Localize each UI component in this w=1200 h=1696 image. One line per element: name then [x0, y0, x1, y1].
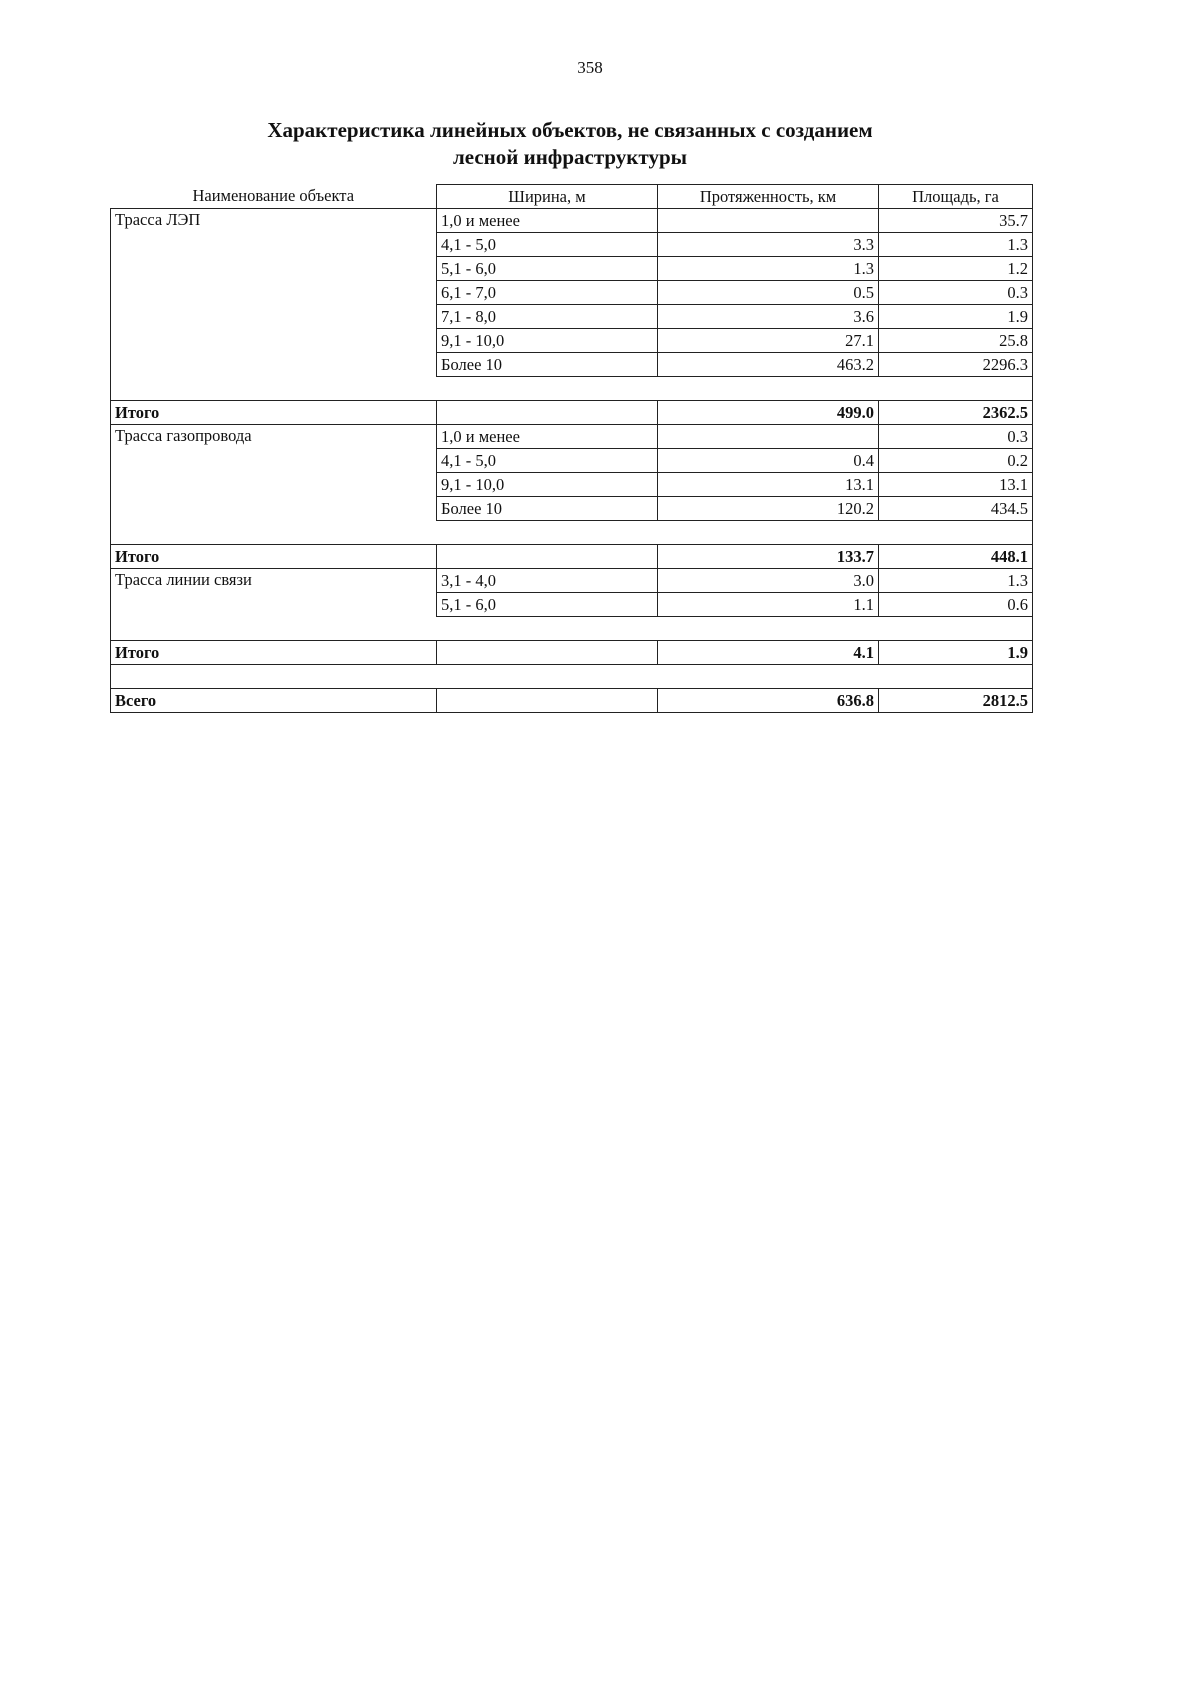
area-cell: 2296.3	[879, 353, 1033, 377]
column-header-area: Площадь, га	[879, 185, 1033, 209]
subtotal-label: Итого	[111, 545, 437, 569]
width-cell: 6,1 - 7,0	[437, 281, 658, 305]
area-cell: 0.3	[879, 281, 1033, 305]
group-name-cell: Трасса линии связи	[111, 569, 437, 617]
area-cell: 1.9	[879, 305, 1033, 329]
width-cell: 7,1 - 8,0	[437, 305, 658, 329]
length-cell: 0.5	[658, 281, 879, 305]
spacer-cell	[111, 377, 1033, 401]
table-body	[111, 185, 1033, 713]
subtotal-row	[111, 545, 1033, 569]
subtotal-length: 133.7	[658, 545, 879, 569]
grand-total-label: Всего	[111, 689, 437, 713]
length-cell: 1.1	[658, 593, 879, 617]
width-cell: 3,1 - 4,0	[437, 569, 658, 593]
area-cell: 1.3	[879, 569, 1033, 593]
table-row	[111, 569, 1033, 593]
column-header-length: Протяженность, км	[658, 185, 879, 209]
subtotal-width-cell	[437, 401, 658, 425]
length-cell: 3.0	[658, 569, 879, 593]
width-cell: Более 10	[437, 497, 658, 521]
grand-total-width-cell	[437, 689, 658, 713]
grand-total-area: 2812.5	[879, 689, 1033, 713]
length-cell: 3.6	[658, 305, 879, 329]
table-row	[111, 425, 1033, 449]
length-cell: 120.2	[658, 497, 879, 521]
width-cell: Более 10	[437, 353, 658, 377]
subtotal-area: 2362.5	[879, 401, 1033, 425]
subtotal-width-cell	[437, 641, 658, 665]
spacer-row	[111, 377, 1033, 401]
document-title	[110, 117, 1030, 171]
area-cell: 0.3	[879, 425, 1033, 449]
group-name-cell: Трасса газопровода	[111, 425, 437, 521]
spacer-cell	[111, 617, 1033, 641]
area-cell: 434.5	[879, 497, 1033, 521]
subtotal-label: Итого	[111, 401, 437, 425]
length-cell: 1.3	[658, 257, 879, 281]
spacer-row	[111, 665, 1033, 689]
table-header-row	[111, 185, 1033, 209]
grand-total-row	[111, 689, 1033, 713]
area-cell: 0.2	[879, 449, 1033, 473]
spacer-cell	[111, 665, 1033, 689]
length-cell: 27.1	[658, 329, 879, 353]
subtotal-row	[111, 401, 1033, 425]
spacer-cell	[111, 521, 1033, 545]
linear-objects-table	[110, 184, 1033, 713]
length-cell: 3.3	[658, 233, 879, 257]
subtotal-label: Итого	[111, 641, 437, 665]
subtotal-length: 4.1	[658, 641, 879, 665]
spacer-row	[111, 521, 1033, 545]
width-cell: 4,1 - 5,0	[437, 233, 658, 257]
area-cell: 13.1	[879, 473, 1033, 497]
subtotal-width-cell	[437, 545, 658, 569]
width-cell: 4,1 - 5,0	[437, 449, 658, 473]
title-line-2: лесной инфраструктуры	[452, 145, 688, 169]
spacer-row	[111, 617, 1033, 641]
length-cell: 13.1	[658, 473, 879, 497]
width-cell: 1,0 и менее	[437, 209, 658, 233]
width-cell: 5,1 - 6,0	[437, 257, 658, 281]
length-cell: 463.2	[658, 353, 879, 377]
subtotal-area: 448.1	[879, 545, 1033, 569]
area-cell: 1.3	[879, 233, 1033, 257]
page-number: 358	[577, 58, 603, 77]
length-cell	[658, 425, 879, 449]
width-cell: 9,1 - 10,0	[437, 473, 658, 497]
width-cell: 9,1 - 10,0	[437, 329, 658, 353]
width-cell: 5,1 - 6,0	[437, 593, 658, 617]
length-cell: 0.4	[658, 449, 879, 473]
grand-total-length: 636.8	[658, 689, 879, 713]
width-cell: 1,0 и менее	[437, 425, 658, 449]
group-name-cell: Трасса ЛЭП	[111, 209, 437, 377]
area-cell: 1.2	[879, 257, 1033, 281]
length-cell	[658, 209, 879, 233]
column-header-width: Ширина, м	[437, 185, 658, 209]
title-line-1: Характеристика линейных объектов, не связанных с созданием	[267, 118, 873, 142]
subtotal-area: 1.9	[879, 641, 1033, 665]
area-cell: 35.7	[879, 209, 1033, 233]
area-cell: 0.6	[879, 593, 1033, 617]
table-row	[111, 209, 1033, 233]
area-cell: 25.8	[879, 329, 1033, 353]
subtotal-row	[111, 641, 1033, 665]
column-header-name: Наименование объекта	[111, 185, 437, 209]
subtotal-length: 499.0	[658, 401, 879, 425]
